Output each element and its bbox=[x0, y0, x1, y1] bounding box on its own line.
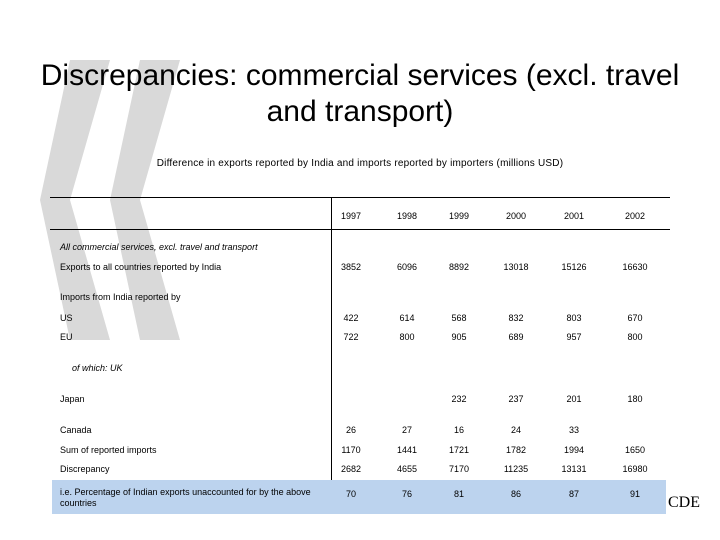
table-cell: 689 bbox=[508, 332, 524, 342]
table-cell: 26 bbox=[345, 425, 356, 435]
table-cell: 232 bbox=[451, 394, 467, 404]
table-cell: 13018 bbox=[503, 262, 529, 272]
table-cell: 422 bbox=[343, 313, 359, 323]
row-label: Exports to all countries reported by India bbox=[60, 262, 222, 272]
table-cell: 800 bbox=[399, 332, 415, 342]
table-cell: 957 bbox=[566, 332, 582, 342]
table-cell: 33 bbox=[568, 425, 579, 435]
year-header: 1998 bbox=[396, 211, 418, 221]
table-cell: 1782 bbox=[505, 445, 527, 455]
table-cell: 11235 bbox=[503, 464, 529, 474]
table-cell: 16980 bbox=[622, 464, 648, 474]
table-cell: 905 bbox=[451, 332, 467, 342]
table-row bbox=[0, 260, 720, 274]
section-heading: All commercial services, excl. travel and transport bbox=[60, 242, 258, 252]
year-header: 2002 bbox=[624, 211, 646, 221]
table-row bbox=[0, 311, 720, 325]
row-label: Discrepancy bbox=[60, 464, 110, 474]
table-cell: 1721 bbox=[448, 445, 470, 455]
year-header: 2001 bbox=[563, 211, 585, 221]
table-cell: 27 bbox=[401, 425, 412, 435]
year-header-row bbox=[0, 209, 720, 223]
page-title: Discrepancies: commercial services (excl. travel and transport) bbox=[40, 59, 680, 128]
table-cell: 13131 bbox=[561, 464, 587, 474]
section-heading-row bbox=[0, 240, 720, 254]
table-cell: 2682 bbox=[340, 464, 362, 474]
highlight-row-label: i.e. Percentage of Indian exports unaccounted for by the above countries bbox=[60, 487, 311, 508]
table-row bbox=[0, 443, 720, 457]
table-row bbox=[0, 330, 720, 344]
table-cell: 8892 bbox=[448, 262, 470, 272]
table-cell: 15126 bbox=[561, 262, 587, 272]
table-cell: 70 bbox=[345, 489, 356, 499]
table-cell: 670 bbox=[627, 313, 643, 323]
row-label: Sum of reported imports bbox=[60, 445, 157, 455]
table-cell: 16630 bbox=[622, 262, 648, 272]
year-header: 1999 bbox=[448, 211, 470, 221]
table-cell: 6096 bbox=[396, 262, 418, 272]
table-cell: 1994 bbox=[563, 445, 585, 455]
year-header: 2000 bbox=[505, 211, 527, 221]
table-caption: Difference in exports reported by India and imports reported by importers (millions USD) bbox=[156, 158, 564, 169]
table-row bbox=[0, 392, 720, 406]
table-cell: 7170 bbox=[448, 464, 470, 474]
table-cell: 87 bbox=[568, 489, 579, 499]
header-bottom-rule bbox=[50, 229, 670, 230]
table-cell: 832 bbox=[508, 313, 524, 323]
table-cell: 1170 bbox=[341, 445, 361, 455]
imports-heading-row bbox=[0, 290, 720, 304]
row-label: EU bbox=[60, 332, 73, 342]
imports-heading: Imports from India reported by bbox=[60, 292, 181, 302]
table-cell: 1650 bbox=[624, 445, 646, 455]
table-row bbox=[0, 361, 720, 375]
table-cell: 237 bbox=[508, 394, 524, 404]
row-label: Canada bbox=[60, 425, 92, 435]
table-cell: 91 bbox=[629, 489, 640, 499]
table-cell: 568 bbox=[451, 313, 467, 323]
table-cell: 3852 bbox=[340, 262, 362, 272]
table-cell: 722 bbox=[343, 332, 359, 342]
row-label: of which: UK bbox=[72, 363, 123, 373]
table-row bbox=[0, 462, 720, 476]
table-top-rule bbox=[50, 197, 670, 198]
table-cell: 800 bbox=[627, 332, 643, 342]
logo-text: CDE bbox=[668, 494, 700, 511]
table-cell: 16 bbox=[453, 425, 464, 435]
table-cell: 180 bbox=[627, 394, 643, 404]
table-cell: 4655 bbox=[396, 464, 418, 474]
table-cell: 803 bbox=[566, 313, 582, 323]
table-cell: 1441 bbox=[396, 445, 418, 455]
table-cell: 86 bbox=[510, 489, 521, 499]
table-cell: 24 bbox=[510, 425, 521, 435]
row-label: Japan bbox=[60, 394, 85, 404]
table-cell: 201 bbox=[566, 394, 582, 404]
table-cell: 614 bbox=[399, 313, 415, 323]
table-row bbox=[0, 423, 720, 437]
table-cell: 81 bbox=[453, 489, 464, 499]
table-cell: 76 bbox=[401, 489, 412, 499]
year-header: 1997 bbox=[340, 211, 362, 221]
row-label: US bbox=[60, 313, 73, 323]
